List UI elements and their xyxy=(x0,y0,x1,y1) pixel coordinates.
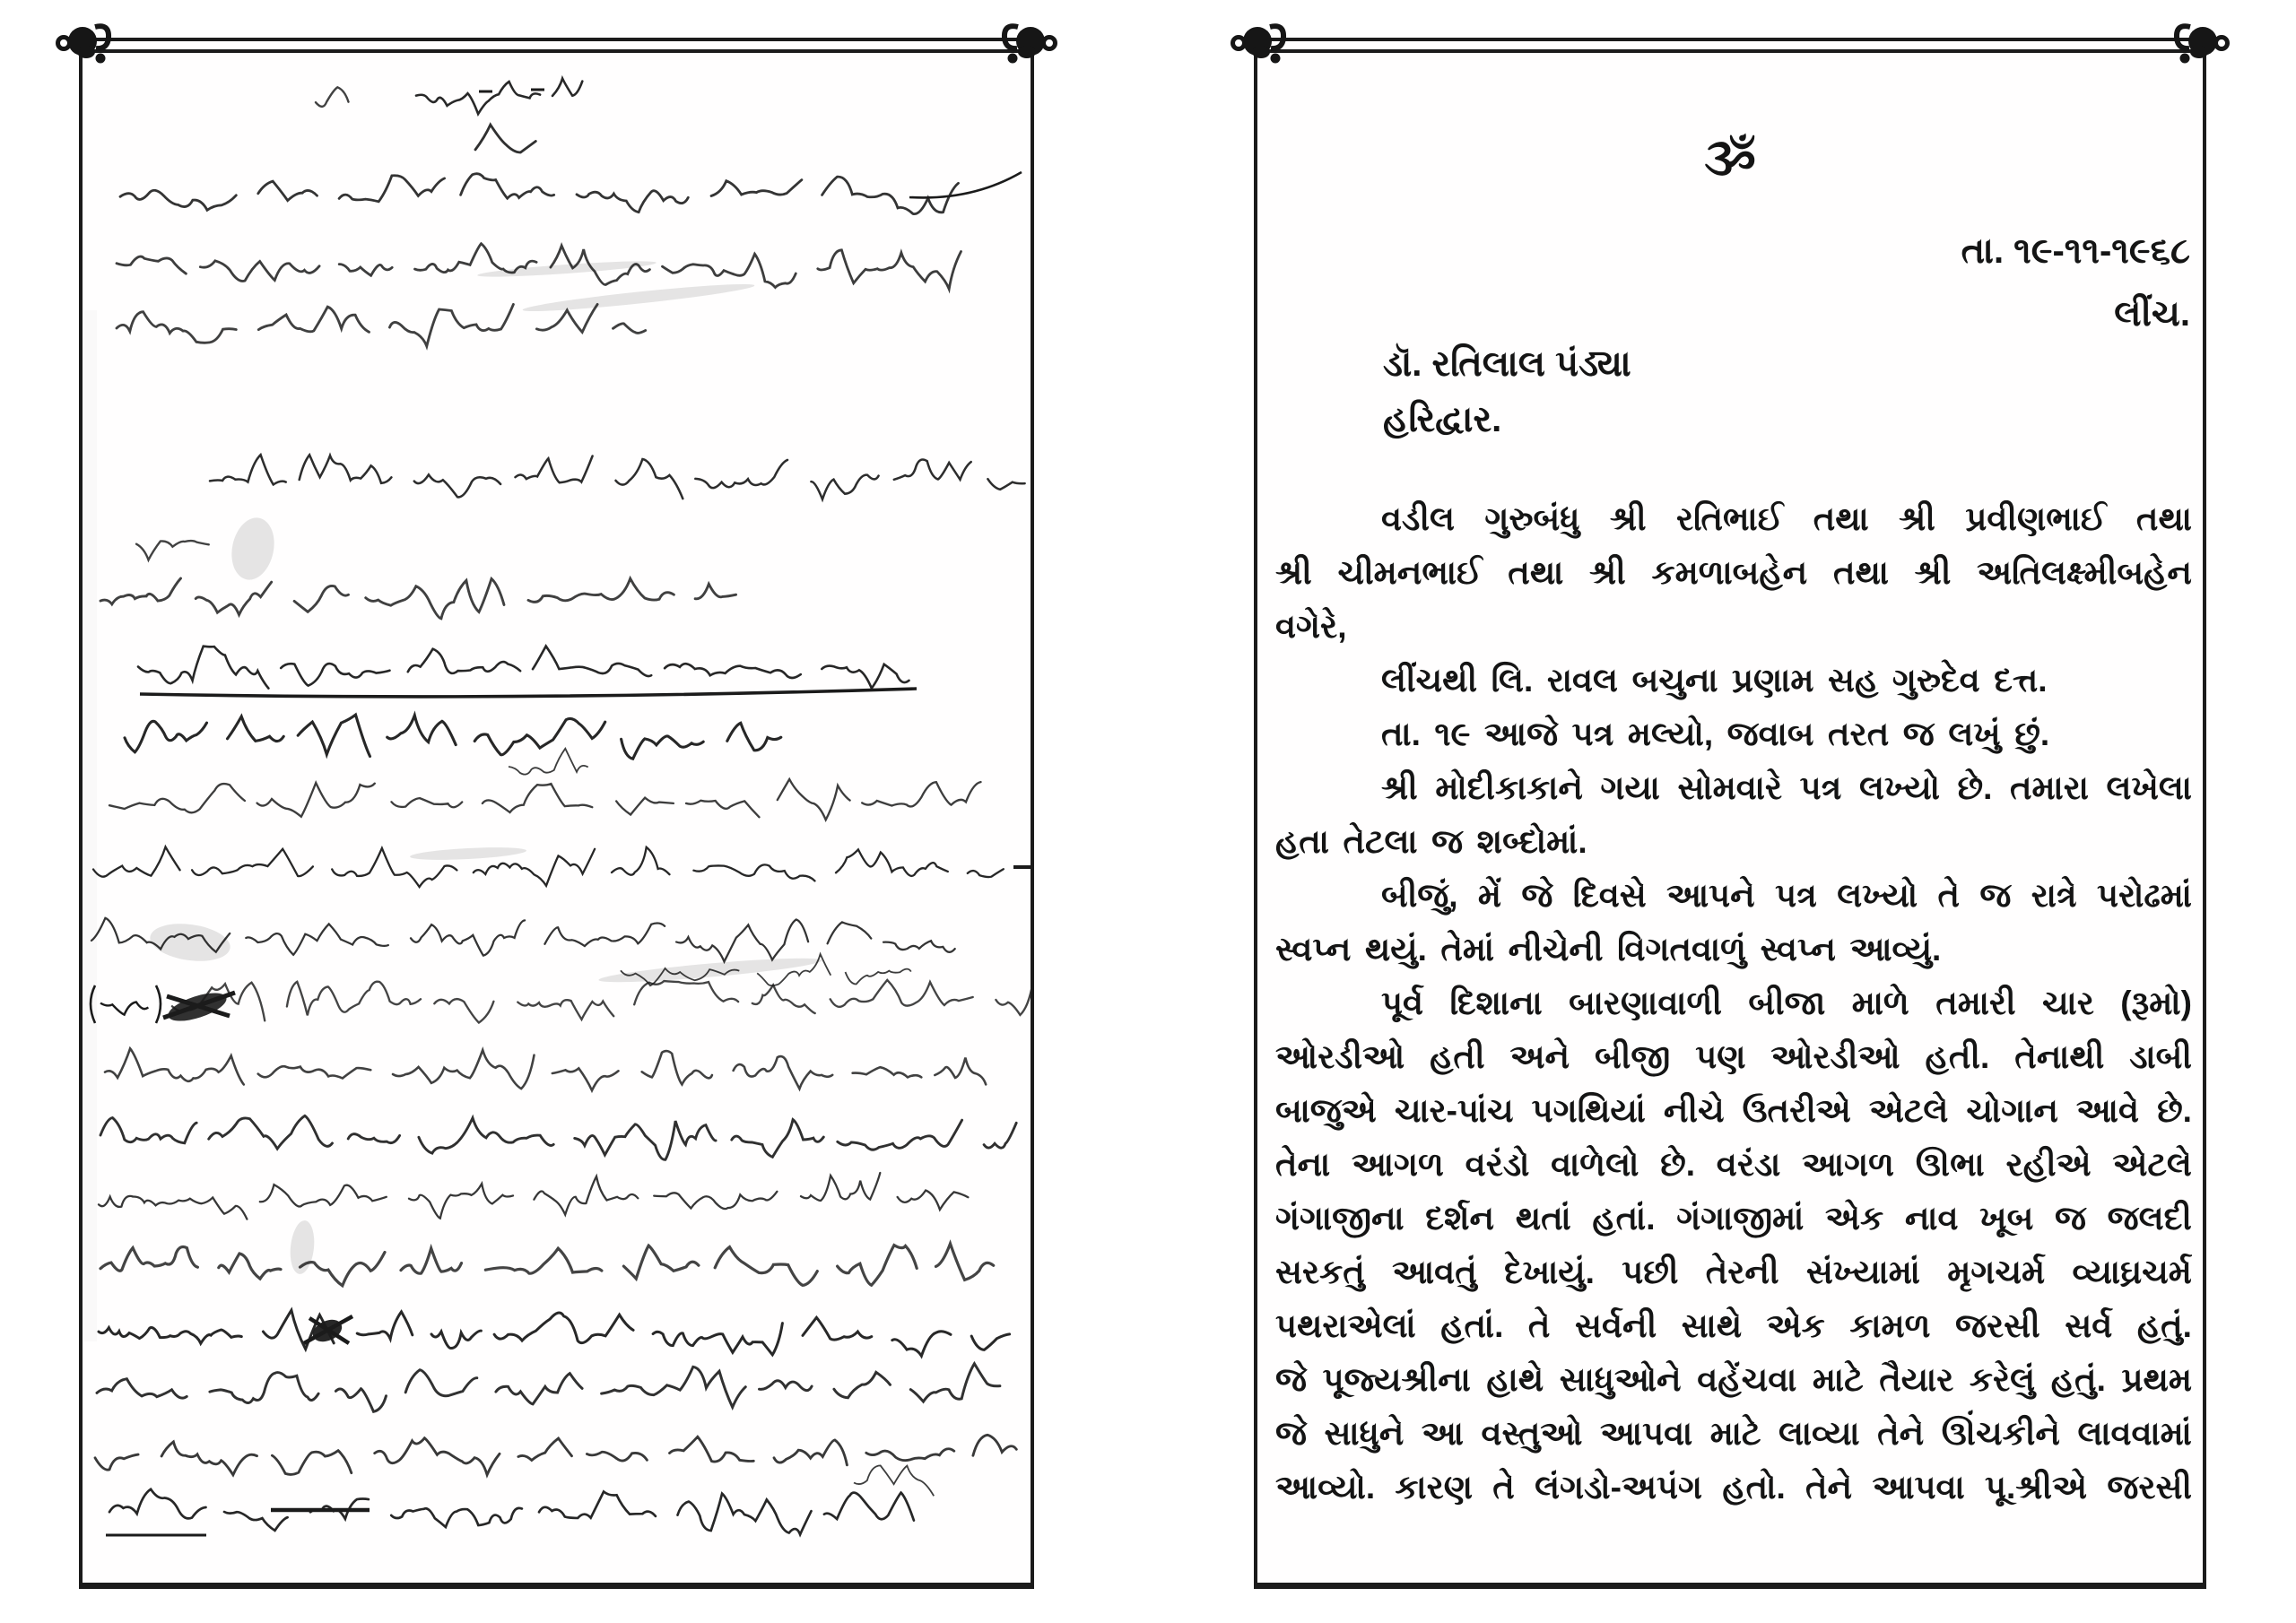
typed-word: હાથે xyxy=(1486,1360,1544,1398)
handwriting-line xyxy=(210,455,1025,499)
right-page xyxy=(1254,38,2206,1589)
typed-word-bold: છે. xyxy=(1957,768,1993,806)
typed-word: સહ xyxy=(1828,661,1879,699)
typed-line xyxy=(1275,1407,2192,1461)
typed-word: એટલે xyxy=(2112,1145,2192,1183)
typed-word: અને xyxy=(1509,1037,1570,1075)
typed-word: હતા xyxy=(1275,822,1329,860)
typed-word: પ્રથમ xyxy=(2121,1360,2192,1398)
typed-word-bold: મોદીકાકાને xyxy=(1435,768,1583,806)
typed-word: વિગતવાળું xyxy=(1617,930,1747,968)
typed-word: તેને xyxy=(1877,1414,1925,1452)
typed-word: બાજુએ xyxy=(1275,1091,1377,1129)
typed-word: વડીલ xyxy=(1381,499,1455,537)
typed-word: બીજી xyxy=(1595,1037,1671,1075)
typed-word: હતી xyxy=(1430,1037,1485,1075)
typed-word: તમારી xyxy=(1935,984,2016,1021)
typed-line xyxy=(1275,976,2192,1030)
typed-word: લાવ્યા xyxy=(1779,1414,1860,1452)
typed-word: કરેલું xyxy=(1969,1360,2036,1398)
typed-word: તેમાં xyxy=(1440,930,1495,968)
typed-word: વ્યાઘ્રચર્મ xyxy=(2072,1253,2192,1290)
typed-word: થયું. xyxy=(1364,930,1427,968)
typed-word: ૧૯ xyxy=(1434,715,1471,752)
typed-word: તેનાથી xyxy=(2014,1037,2105,1075)
handwriting-line xyxy=(100,1244,994,1286)
typed-word: સર્વ xyxy=(2065,1306,2113,1344)
typed-word: ઉતરીએ xyxy=(1742,1091,1851,1129)
typed-word: ખૂબ xyxy=(1979,1199,2034,1237)
handwriting-line xyxy=(109,779,981,820)
typed-word: શબ્દોમાં. xyxy=(1476,822,1587,860)
typed-line xyxy=(1275,923,2192,976)
typed-word: એટલે xyxy=(1868,1091,1949,1129)
typed-word: વગેરે, xyxy=(1275,607,1347,645)
typed-word: તથા xyxy=(1813,499,1869,537)
typed-word: પત્ર xyxy=(1775,876,1817,914)
typed-word: બીજું, xyxy=(1381,876,1458,914)
typed-word: બીજા xyxy=(1748,984,1826,1021)
typed-word: તથા xyxy=(1832,553,1889,591)
handwriting-line xyxy=(117,244,961,290)
typed-word: આપવા xyxy=(1872,1468,1965,1506)
typed-word: દેખાયું. xyxy=(1504,1253,1595,1290)
typed-word: સ્વપ્ન xyxy=(1275,930,1352,968)
scan-noise xyxy=(84,310,97,1341)
scan-smudge xyxy=(410,846,526,863)
handwriting-line xyxy=(120,174,959,214)
typed-word-bold: ગયા xyxy=(1600,768,1660,806)
typed-word: હતું. xyxy=(2050,1360,2106,1398)
typed-word: આવ્યો. xyxy=(1275,1468,1376,1506)
typed-word: લંગડો-અપંગ xyxy=(1535,1468,1703,1506)
typed-word: તથા xyxy=(1508,553,1564,591)
date-dashes xyxy=(479,90,544,91)
typed-word: દિશાના xyxy=(1449,984,1543,1021)
typed-word: ચાર-પાંચ xyxy=(1394,1091,1514,1129)
left-page xyxy=(79,38,1034,1589)
handwriting-line xyxy=(100,578,736,619)
typed-word: આપને xyxy=(1666,876,1755,914)
typed-word-bold: સોમવારે xyxy=(1677,768,1783,806)
typed-line xyxy=(1275,546,2192,600)
typed-word: પત્ર xyxy=(1571,715,1614,752)
letter-date: તા. ૧૯-૧૧-૧૯૬૮ xyxy=(1961,231,2190,271)
typed-word: સરકતું xyxy=(1275,1253,1365,1290)
handwriting-line xyxy=(99,1173,968,1219)
typed-word: શ્રી xyxy=(1609,499,1647,537)
typed-word: પૂ.શ્રીએ xyxy=(1984,1468,2088,1506)
typed-word: રાવલ xyxy=(1546,661,1619,699)
typed-word: આવે xyxy=(2075,1091,2140,1129)
typed-word: લખેલા xyxy=(2106,768,2192,806)
typed-word: વરંડો xyxy=(1465,1145,1530,1183)
handwritten-underline xyxy=(140,689,917,697)
typed-word: નીચે xyxy=(1663,1091,1725,1129)
typed-line xyxy=(1275,1084,2192,1138)
typed-line xyxy=(1275,1192,2192,1245)
typed-word: પથરાએલાં xyxy=(1275,1306,1416,1344)
typed-word: પૂર્વ xyxy=(1381,984,1424,1021)
typed-word: જ xyxy=(2054,1199,2086,1237)
typed-word: આજે xyxy=(1484,715,1559,752)
typed-word: છે. xyxy=(1660,1145,1696,1183)
scan-smudge xyxy=(148,919,233,966)
typed-word: એક xyxy=(1766,1306,1825,1344)
handwriting-line xyxy=(93,847,1004,888)
typed-word: તેરની xyxy=(1705,1253,1779,1290)
typed-word: તે xyxy=(1937,876,1961,914)
typed-word: સ્વપ્ન xyxy=(1760,930,1836,968)
typed-word: પ્રણામ xyxy=(1732,661,1814,699)
typed-word: શ્રી xyxy=(1914,553,1952,591)
typed-word: ઊંચકીને xyxy=(1941,1414,2060,1452)
typed-word: રાત્રે xyxy=(2031,876,2077,914)
typed-line xyxy=(1275,1245,2192,1299)
typed-word: દર્શન xyxy=(1425,1199,1495,1237)
typed-word: સંખ્યામાં xyxy=(1805,1253,1920,1290)
typed-word: તથા xyxy=(2135,499,2192,537)
typed-word: તેટલા xyxy=(1343,822,1418,860)
typed-word: ચાર xyxy=(2042,984,2094,1021)
typed-word: તમારા xyxy=(2010,768,2089,806)
typed-word: હતી. xyxy=(1925,1037,1990,1075)
handwriting-line xyxy=(136,541,209,560)
typed-word: છું. xyxy=(2014,715,2050,752)
margin-note-paren xyxy=(156,985,161,1023)
typed-word: લિ. xyxy=(1491,661,1534,699)
typed-word: જે xyxy=(1521,876,1553,914)
typed-word: આગળ xyxy=(1351,1145,1444,1183)
typed-word: મેં xyxy=(1477,876,1502,914)
typed-word: તા. xyxy=(1381,715,1421,752)
typed-word: પછી xyxy=(1622,1253,1679,1290)
typed-word: શ્રી xyxy=(1899,499,1935,537)
handwriting-line xyxy=(99,1310,1010,1356)
typed-line xyxy=(1275,1461,2192,1515)
typed-word: ગુરુદેવ xyxy=(1892,661,1980,699)
typed-word: તરત xyxy=(1828,715,1890,752)
typed-word: બચુના xyxy=(1631,661,1718,699)
typed-body xyxy=(1275,492,2192,1515)
handwriting-line xyxy=(125,715,781,759)
typed-line xyxy=(1275,815,2192,869)
addressee-city: હરિદ્વાર. xyxy=(1383,400,1502,439)
typed-word: લાવવામાં xyxy=(2077,1414,2192,1452)
date-scrawl xyxy=(416,79,582,115)
typed-word: જરસી xyxy=(2107,1468,2192,1506)
typed-word-bold: લખ્યો xyxy=(1858,768,1940,806)
typed-word: આ xyxy=(1421,1414,1464,1452)
typed-word: સાધુને xyxy=(1324,1414,1405,1452)
typed-word-bold: પત્ર xyxy=(1799,768,1842,806)
typed-word: રતિભાઈ xyxy=(1676,499,1784,537)
typed-word: તે xyxy=(1527,1306,1551,1344)
typed-word: (રૂમો) xyxy=(2120,984,2192,1021)
typed-word: લખ્યો xyxy=(1837,876,1918,914)
typed-line xyxy=(1275,761,2192,815)
typed-word: હતું. xyxy=(2136,1306,2192,1344)
typed-word: ગંગાજીના xyxy=(1275,1199,1405,1237)
typed-word: વરંડા xyxy=(1716,1145,1781,1183)
typed-line xyxy=(1275,1030,2192,1084)
typed-word: જ xyxy=(1979,876,2012,914)
handwriting-scan xyxy=(83,41,1031,1583)
typed-word: આપવા xyxy=(1600,1414,1693,1452)
typed-word: વાળેલો xyxy=(1551,1145,1639,1183)
letter-place: લીંચ. xyxy=(2114,294,2190,334)
typed-word: પ્રવીણભાઈ xyxy=(1965,499,2107,537)
typed-line xyxy=(1275,654,2192,707)
typed-word: માટે xyxy=(1812,1360,1864,1398)
typed-word: વસ્તુઓ xyxy=(1481,1414,1583,1452)
typed-word: જે xyxy=(1275,1360,1308,1398)
handwriting-line xyxy=(95,1435,1016,1475)
typed-word: સાધુઓને xyxy=(1559,1360,1682,1398)
typed-word: સર્વની xyxy=(1574,1306,1657,1344)
typed-word: પગથિયાં xyxy=(1531,1091,1646,1129)
typed-word: કારણ xyxy=(1395,1468,1473,1506)
handwriting-line xyxy=(97,1364,1000,1412)
floral-corner-ornament-icon xyxy=(2170,18,2230,70)
typed-word: હતાં. xyxy=(1592,1199,1656,1237)
typed-word: રહીએ xyxy=(2005,1145,2092,1183)
addressee-name: ડૉ. રતિલાલ પંડ્યા xyxy=(1383,344,1631,384)
typed-word: આવ્યું. xyxy=(1849,930,1942,968)
handwriting-line xyxy=(117,304,646,346)
interline-insertion xyxy=(854,1465,934,1496)
page-number-scrawl xyxy=(316,87,349,107)
handwriting-line xyxy=(109,1489,914,1535)
typed-word: મલ્યો, xyxy=(1627,715,1714,752)
typed-word: શ્રી xyxy=(1589,553,1626,591)
typed-word: છે. xyxy=(2157,1091,2192,1129)
typed-word: આગળ xyxy=(1802,1145,1895,1183)
typed-word: ગુરુબંધુ xyxy=(1484,499,1580,537)
typed-word: સાથે xyxy=(1681,1306,1743,1344)
typed-word: હતાં. xyxy=(1440,1306,1504,1344)
typed-word: કમળાબહેન xyxy=(1651,553,1808,591)
scan-smudge xyxy=(522,280,755,316)
floral-corner-ornament-icon xyxy=(1231,18,1290,70)
typed-word: ડાબી xyxy=(2129,1037,2192,1075)
handwriting-line xyxy=(100,1115,1016,1159)
typed-word: લખું xyxy=(1948,715,2001,752)
scan-smudge xyxy=(226,514,280,584)
typed-word: એક xyxy=(1825,1199,1884,1237)
typed-word: ઓરડીઓ xyxy=(1770,1037,1900,1075)
typed-word: હતો. xyxy=(1722,1468,1786,1506)
underlined-sentence xyxy=(138,647,909,689)
typed-word: નાવ xyxy=(1904,1199,1959,1237)
flourish-stroke xyxy=(909,172,1022,197)
typed-word: અતિલક્ષ્મીબહેન xyxy=(1977,553,2192,591)
place-scrawl xyxy=(475,125,535,152)
typed-word: ગંગાજીમાં xyxy=(1676,1199,1805,1237)
typed-word: ઊભા xyxy=(1915,1145,1985,1183)
typed-word-bold: શ્રી xyxy=(1381,768,1418,806)
typed-word: મૃગચર્મ xyxy=(1947,1253,2046,1290)
typed-word: માટે xyxy=(1709,1414,1761,1452)
handwriting-line xyxy=(172,980,1031,1023)
typed-word: લીંચથી xyxy=(1381,661,1478,699)
handwriting-line xyxy=(105,1048,986,1090)
typed-word: જરસી xyxy=(1955,1306,2040,1344)
typed-word: તૈયાર xyxy=(1879,1360,1954,1398)
margin-note-scrawl xyxy=(100,1002,148,1015)
typed-word: ચીમનભાઈ xyxy=(1337,553,1483,591)
om-symbol: ૐ xyxy=(1703,132,1757,186)
typed-line xyxy=(1275,707,2192,761)
typed-word: આવતું xyxy=(1392,1253,1477,1290)
typed-word: જ xyxy=(1902,715,1935,752)
typed-word: નીચેની xyxy=(1508,930,1604,968)
typed-word: જે xyxy=(1275,1414,1308,1452)
typed-word: તેને xyxy=(1805,1468,1853,1506)
typed-word: પૂજ્યશ્રીના xyxy=(1322,1360,1471,1398)
typed-line xyxy=(1275,492,2192,546)
typed-word: તે xyxy=(1492,1468,1515,1506)
typed-word: તેના xyxy=(1275,1145,1331,1183)
typed-word: ઓરડીઓ xyxy=(1275,1037,1405,1075)
typed-word: થતાં xyxy=(1515,1199,1571,1237)
typed-word: જલદી xyxy=(2107,1199,2192,1237)
typed-word: બારણાવાળી xyxy=(1569,984,1722,1021)
typed-line xyxy=(1275,1138,2192,1192)
interline-insertion xyxy=(509,749,588,775)
typed-word: માળે xyxy=(1851,984,1909,1021)
typed-word: પરોઢમાં xyxy=(2097,876,2192,914)
typed-line xyxy=(1275,869,2192,923)
typed-word: કામળ xyxy=(1849,1306,1931,1344)
typed-word: ચોગાન xyxy=(1966,1091,2058,1129)
typed-line xyxy=(1275,1299,2192,1353)
typed-word: વહેંચવા xyxy=(1697,1360,1797,1398)
typed-word: શ્રી xyxy=(1275,553,1312,591)
typed-word: જવાબ xyxy=(1726,715,1814,752)
typed-word: પણ xyxy=(1695,1037,1746,1075)
typed-word: જ xyxy=(1431,822,1464,860)
typed-line xyxy=(1275,600,2192,654)
typed-line xyxy=(1275,1353,2192,1407)
typed-word: દત્ત. xyxy=(1994,661,2048,699)
typed-word: દિવસે xyxy=(1572,876,1647,914)
